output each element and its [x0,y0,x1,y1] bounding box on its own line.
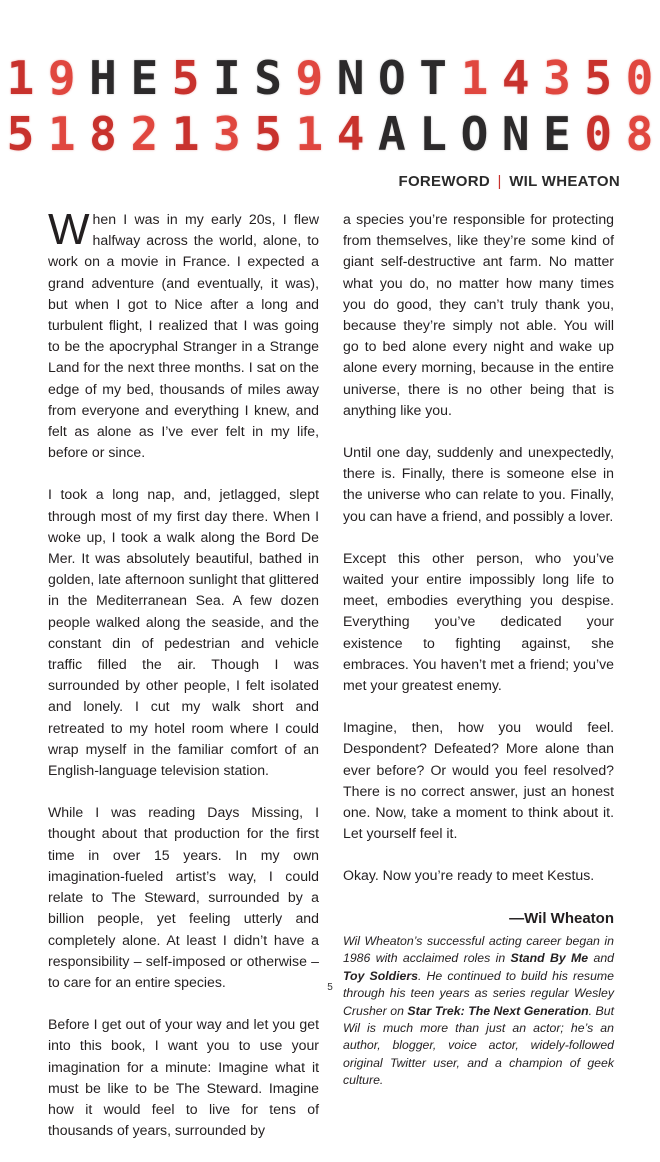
bio-title: Star Trek: The Next Generation [407,1003,589,1018]
banner-character: 0 [584,107,613,161]
banner-character: 1 [460,51,489,105]
banner-character: L [419,107,447,161]
paragraph: While I was reading Days Missing, I thought about that production for the first time in over 15 years. In my own imagination-fueled artist’s way, I could relate to The Steward, surrounded by a billion people, yet feeling utterly and completely alone. At least I didn’t have a responsibility – self-imposed or otherwise – to care for an entire species. [48,804,319,990]
title-banner [0,50,660,165]
banner-character: E [130,51,159,105]
bio-text: and [588,951,614,966]
banner-character: T [419,51,447,105]
bio-text: Wil Wheaton’s successful acting career began in 1986 with acclaimed roles in [343,933,614,966]
banner-character: 9 [295,51,324,105]
banner-character: 1 [295,107,324,161]
author-bio [343,933,614,1090]
banner-character: 1 [6,51,35,105]
banner-character: 3 [543,51,571,105]
author-last-name: WHEATON [541,173,620,190]
banner-character: I [212,51,241,105]
banner-character: N [336,51,365,105]
paragraph: a species you’re responsible for protecting from themselves, like they’re some kind of giant self-destructive ant farm. No matter what you do, no matter how many times you do good, they can’t truly thank you, because they’re simply not able. You will go to bed alone every night and wake up alone every morning, because in the entire universe, there is no other being that is anything like you. [343,211,614,418]
section-label: FOREWORD [398,173,491,190]
banner-character: S [254,51,282,105]
foreword-header [398,173,620,190]
paragraph-text: hen I was in my early 20s, I flew halfway across the world, alone, to work on a movie in France. I expected a grand adventure (and eventually, it was), but when I got to Nice after a long and turbulent flight, I realized that I was going to be the apocryphal Stranger in a Strange Land for the next three months. I sat on the edge of my bed, thousands of miles away from everyone and everything I knew, and felt as alone as I’ve ever felt in my life, before or since. [48,211,319,461]
banner-character: 8 [625,107,654,161]
banner-character: 5 [254,107,282,161]
right-column [343,209,614,1090]
paragraph: Before I get out of your way and let you get into this book, I want you to use your imagination for a minute: Imagine what it must be like to be The Steward. Imagine how it would feel to live for tens of thousands of years, surrounded by [48,1016,319,1139]
banner-character: O [378,51,406,105]
banner-character: 3 [212,107,241,161]
banner-character: 5 [584,51,613,105]
paragraph: Imagine, then, how you would feel. Despondent? Defeated? More alone than ever before? Or would you feel resolved? There is no correct answer, just an honest one. Now, take a moment to think about it. Let yourself feel it. [343,719,614,842]
banner-character: 1 [171,107,200,161]
banner-character: N [501,107,530,161]
paragraph [48,205,319,463]
banner-character: H [89,51,117,105]
banner-character: E [543,107,571,161]
page-number: 5 [327,982,333,993]
paragraph: Okay. Now you’re ready to meet Kestus. [343,867,595,884]
banner-character: O [460,107,489,161]
left-column [48,205,319,1162]
banner-character: 5 [171,51,200,105]
paragraph: Except this other person, who you’ve waited your entire impossibly long life to meet, embodies everything you despise. Everything you’ve dedicated your existence to fighting against, she embraces. You haven’t met a friend; you’ve met your greatest enemy. [343,549,614,694]
author-first-name: WIL [509,173,538,190]
banner-character: A [378,107,406,161]
banner-row-2 [0,108,660,160]
banner-character: 9 [47,51,76,105]
header-separator: | [497,173,502,190]
banner-character: 4 [501,51,530,105]
banner-character: 4 [336,107,365,161]
bio-text: . But Wil is much more than just an actor; he’s an author, blogger, voice actor, widely-followed original Twitter user, and a champion of geek culture. [343,1003,614,1088]
paragraph: I took a long nap, and, jetlagged, slept through most of my first day there. When I woke up, I took a walk along the Bord De Mer. It was absolutely beautiful, bathed in golden, late afternoon sunlight that glittered in the Mediterranean Sea. A few dozen people walked along the seaside, and the constant din of pedestrian and vehicle traffic filled the air. Though I was surrounded by other people, I felt isolated and lonely. I cut my walk short and retreated to my hotel room where I could wrap myself in the familiar comfort of an English-language television station. [48,486,319,779]
paragraph: Until one day, suddenly and unexpectedly, there is. Finally, there is someone else in the universe who can relate to you. Finally, you can have a friend, and possibly a lover. [343,444,614,524]
banner-row-1 [0,52,660,104]
banner-character: 2 [130,107,159,161]
banner-character: 1 [47,107,76,161]
drop-cap: W [48,205,90,254]
signature: —Wil Wheaton [509,909,614,927]
banner-character: 5 [6,107,35,161]
bio-title: Toy Soldiers [343,968,419,983]
bio-text: . He continued to build his resume through his teen years as series regular Wesley Crusher on [343,968,615,1018]
banner-character: 8 [89,107,117,161]
banner-character: 0 [625,51,654,105]
bio-title: Stand By Me [510,951,589,966]
